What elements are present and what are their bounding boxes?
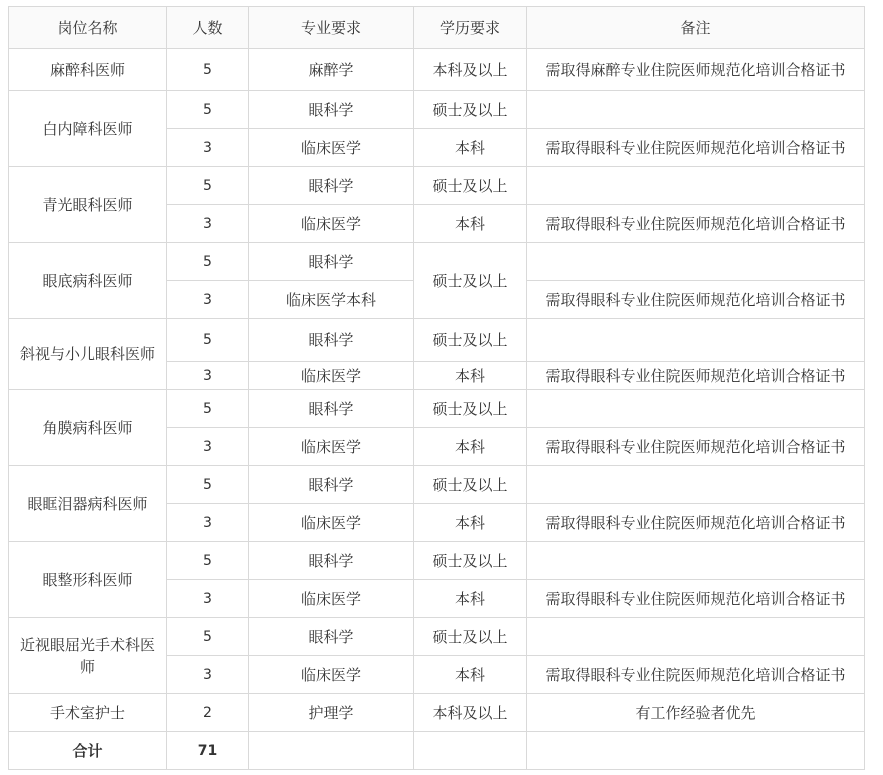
note-cell [527,542,865,580]
note-cell: 需取得眼科专业住院医师规范化培训合格证书 [527,428,865,466]
major-cell: 临床医学 [249,428,414,466]
table-row [9,390,865,428]
major-cell: 临床医学 [249,205,414,243]
position-cell: 麻醉科医师 [9,49,167,91]
count-cell: 3 [167,205,249,243]
major-cell: 临床医学 [249,129,414,167]
count-cell: 5 [167,466,249,504]
education-cell: 本科 [414,362,527,390]
note-cell: 需取得眼科专业住院医师规范化培训合格证书 [527,129,865,167]
education-cell: 本科 [414,205,527,243]
note-cell: 需取得眼科专业住院医师规范化培训合格证书 [527,362,865,390]
education-cell: 硕士及以上 [414,319,527,362]
header-note: 备注 [527,7,865,49]
education-cell: 硕士及以上 [414,618,527,656]
count-cell: 5 [167,319,249,362]
note-cell [527,618,865,656]
header-row [9,7,865,49]
major-cell: 临床医学 [249,504,414,542]
table-row [9,542,865,580]
note-cell: 需取得眼科专业住院医师规范化培训合格证书 [527,580,865,618]
note-cell: 需取得眼科专业住院医师规范化培训合格证书 [527,281,865,319]
education-cell: 硕士及以上 [414,542,527,580]
table-row [9,49,865,91]
position-cell: 手术室护士 [9,694,167,732]
major-cell: 临床医学 [249,362,414,390]
note-cell [527,466,865,504]
count-cell: 3 [167,129,249,167]
count-cell: 2 [167,694,249,732]
major-cell: 临床医学 [249,656,414,694]
major-cell: 麻醉学 [249,49,414,91]
count-cell: 3 [167,656,249,694]
education-cell: 本科 [414,428,527,466]
count-cell: 5 [167,49,249,91]
note-cell [527,91,865,129]
note-cell [527,167,865,205]
count-cell: 3 [167,504,249,542]
education-cell: 本科及以上 [414,694,527,732]
position-cell: 近视眼屈光手术科医师 [9,618,167,694]
education-cell: 本科 [414,504,527,542]
major-cell: 眼科学 [249,319,414,362]
empty-cell [249,732,414,770]
header-education: 学历要求 [414,7,527,49]
note-cell: 需取得眼科专业住院医师规范化培训合格证书 [527,205,865,243]
major-cell: 眼科学 [249,618,414,656]
education-cell: 本科及以上 [414,49,527,91]
total-label: 合计 [9,732,167,770]
education-cell: 硕士及以上 [414,466,527,504]
major-cell: 眼科学 [249,91,414,129]
note-cell [527,319,865,362]
major-cell: 眼科学 [249,243,414,281]
major-cell: 眼科学 [249,390,414,428]
note-cell: 需取得麻醉专业住院医师规范化培训合格证书 [527,49,865,91]
count-cell: 3 [167,428,249,466]
header-count: 人数 [167,7,249,49]
recruitment-table [8,6,865,770]
total-row [9,732,865,770]
table-row [9,694,865,732]
position-cell: 眼整形科医师 [9,542,167,618]
table-row [9,243,865,281]
count-cell: 3 [167,281,249,319]
empty-cell [527,732,865,770]
header-position: 岗位名称 [9,7,167,49]
note-cell: 有工作经验者优先 [527,694,865,732]
note-cell: 需取得眼科专业住院医师规范化培训合格证书 [527,504,865,542]
total-value: 71 [167,732,249,770]
table-row [9,167,865,205]
table-row [9,319,865,362]
position-cell: 角膜病科医师 [9,390,167,466]
note-cell: 需取得眼科专业住院医师规范化培训合格证书 [527,656,865,694]
count-cell: 5 [167,618,249,656]
header-major: 专业要求 [249,7,414,49]
count-cell: 3 [167,580,249,618]
empty-cell [414,732,527,770]
education-cell: 硕士及以上 [414,167,527,205]
table-row [9,466,865,504]
education-cell: 硕士及以上 [414,91,527,129]
note-cell [527,390,865,428]
position-cell: 青光眼科医师 [9,167,167,243]
count-cell: 5 [167,542,249,580]
education-cell: 本科 [414,580,527,618]
education-cell: 本科 [414,129,527,167]
position-cell: 斜视与小儿眼科医师 [9,319,167,390]
count-cell: 3 [167,362,249,390]
position-cell: 白内障科医师 [9,91,167,167]
position-cell: 眼底病科医师 [9,243,167,319]
major-cell: 眼科学 [249,466,414,504]
table-row [9,618,865,656]
count-cell: 5 [167,91,249,129]
major-cell: 护理学 [249,694,414,732]
count-cell: 5 [167,390,249,428]
note-cell [527,243,865,281]
education-cell: 硕士及以上 [414,390,527,428]
major-cell: 临床医学 [249,580,414,618]
education-cell: 本科 [414,656,527,694]
major-cell: 眼科学 [249,542,414,580]
count-cell: 5 [167,167,249,205]
table-row [9,91,865,129]
major-cell: 眼科学 [249,167,414,205]
major-cell: 临床医学本科 [249,281,414,319]
position-cell: 眼眶泪器病科医师 [9,466,167,542]
education-cell: 硕士及以上 [414,243,527,319]
count-cell: 5 [167,243,249,281]
